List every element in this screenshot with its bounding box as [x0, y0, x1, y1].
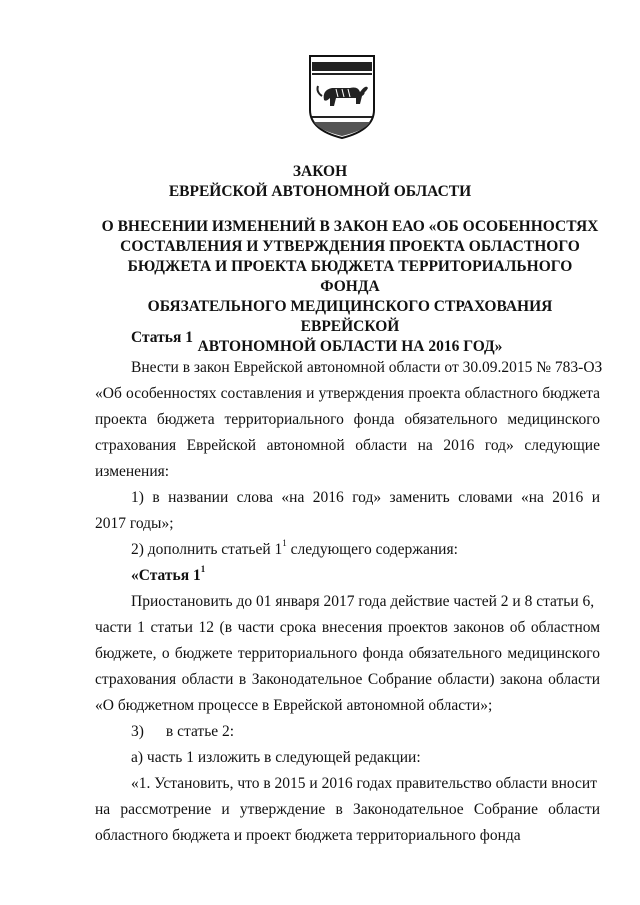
body-line: изменения: — [95, 463, 170, 480]
quote-line: «1. Установить, что в 2015 и 2016 годах правительство области вносит — [131, 775, 597, 792]
item2-prefix: 2) дополнить статьей 1 — [131, 541, 283, 558]
list-item-2 — [95, 537, 600, 563]
body-line: «Об особенностях составления и утверждения проекта областного бюджета — [95, 385, 600, 402]
paragraph-line: части 1 статьи 12 (в части срока внесения проектов законов об областном — [95, 619, 600, 636]
quote-line: областного бюджета и проект бюджета территориального фонда — [95, 827, 521, 844]
new-article-sup: 1 — [200, 563, 206, 574]
document-body — [95, 325, 603, 849]
item3-number: 3) — [131, 723, 144, 740]
paragraph-line: бюджете, о бюджете территориального фонда обязательного медицинского — [95, 645, 600, 662]
body-line: Внести в закон Еврейской автономной области от 30.09.2015 № 783-ОЗ — [131, 359, 603, 376]
body-line: страхования Еврейской автономной области на 2016 год» следующие — [95, 437, 600, 454]
paragraph-line: Приостановить до 01 января 2017 года действие частей 2 и 8 статьи 6, — [131, 593, 595, 610]
subtitle-line: АВТОНОМНОЙ ОБЛАСТИ НА 2016 ГОД» — [197, 338, 503, 355]
item2-suffix: следующего содержания: — [286, 541, 458, 558]
new-article-heading — [95, 563, 600, 589]
item2-sup: 1 — [282, 537, 287, 548]
paragraph-line: «О бюджетном процессе в Еврейской автономной области»; — [95, 697, 493, 714]
list-item-1-cont: 2017 годы»; — [95, 515, 174, 532]
item3-text: в статье 2: — [165, 723, 235, 740]
law-title — [0, 162, 640, 202]
body-line: проекта бюджета территориального фонда обязательного медицинского — [95, 411, 600, 428]
coat-of-arms-emblem — [306, 52, 378, 142]
subtitle-line: БЮДЖЕТА И ПРОЕКТА БЮДЖЕТА ТЕРРИТОРИАЛЬНОГО ФОНДА — [127, 258, 573, 295]
list-item-3 — [95, 719, 600, 745]
subtitle-line: О ВНЕСЕНИИ ИЗМЕНЕНИЙ В ЗАКОН ЕАО «ОБ ОСОБЕННОСТЯХ — [101, 218, 599, 235]
subtitle-line: СОСТАВЛЕНИЯ И УТВЕРЖДЕНИЯ ПРОЕКТА ОБЛАСТНОГО — [120, 238, 580, 255]
law-label: ЗАКОН — [292, 163, 348, 180]
list-item-1: 1) в названии слова «на 2016 год» заменить словами «на 2016 и — [131, 489, 600, 506]
region-label: ЕВРЕЙСКОЙ АВТОНОМНОЙ ОБЛАСТИ — [168, 183, 472, 200]
list-item-3a: а) часть 1 изложить в следующей редакции: — [131, 749, 421, 766]
quote-line: на рассмотрение и утверждение в Законодательное Собрание области — [95, 801, 600, 818]
paragraph-line: страхования области в Законодательное Собрание области) закона области — [95, 671, 600, 688]
subtitle-line: ОБЯЗАТЕЛЬНОГО МЕДИЦИНСКОГО СТРАХОВАНИЯ ЕВРЕЙСКОЙ — [147, 298, 553, 335]
article-heading: Статья 1 — [131, 329, 193, 346]
new-article-label: «Статья 1 — [131, 567, 201, 584]
